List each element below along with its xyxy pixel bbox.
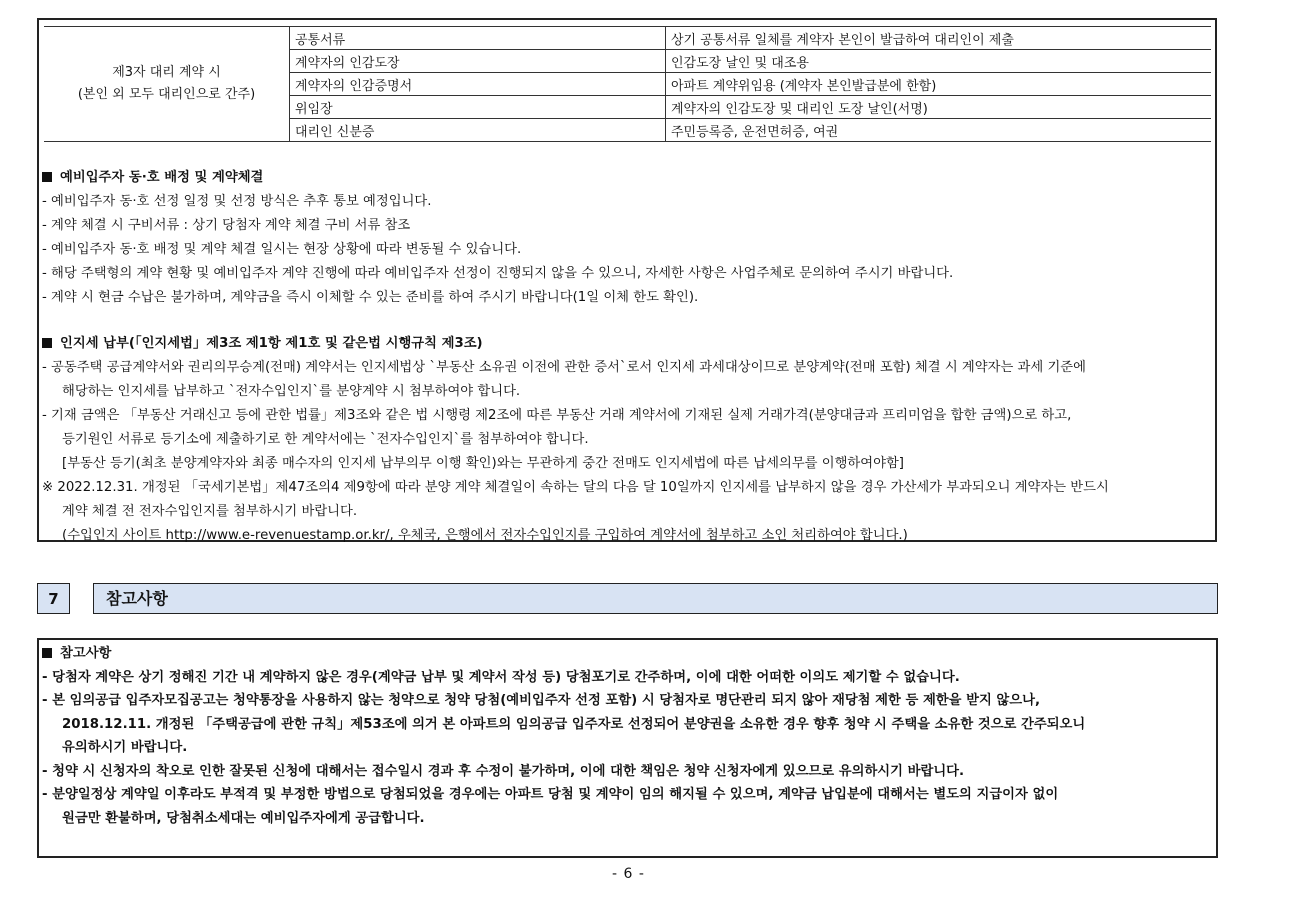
document-name: 대리인 신분증 xyxy=(290,119,666,142)
list-item: 해당하는 인지세를 납부하고 `전자수입인지`를 분양계약 시 첨부하여야 합니다. xyxy=(62,384,521,399)
square-bullet-icon xyxy=(42,338,52,348)
document-note: 인감도장 날인 및 대조용 xyxy=(666,50,1212,73)
proxy-and-stamp-box xyxy=(37,18,1217,542)
section-number: 7 xyxy=(37,583,70,614)
list-item: (수입인지 사이트 http://www.e-revenuestamp.or.kr/, 우체국, 은행에서 전자수입인지를 구입하여 계약서에 첨부하고 소인 처리하여야 합니다.) xyxy=(62,528,908,543)
list-item: - 예비입주자 동·호 배정 및 계약 체결 일시는 현장 상황에 따라 변동될 수 있습니다. xyxy=(42,242,522,257)
document-name: 공통서류 xyxy=(290,27,666,50)
reserve-heading: 예비입주자 동·호 배정 및 계약체결 xyxy=(42,166,953,190)
section-title: 참고사항 xyxy=(93,583,1218,614)
list-item: - 당첨자 계약은 상기 정해진 기간 내 계약하지 않은 경우(계약금 납부 및 계약서 작성 등) 당첨포기로 간주하며, 이에 대한 어떠한 이의도 제기할 수 없습니다. xyxy=(42,669,960,685)
list-item: ※ 2022.12.31. 개정된 「국세기본법」제47조의4 제9항에 따라 분양 계약 체결일이 속하는 달의 다음 달 10일까지 인지세를 납부하지 않을 경우 가산세가 부과되오니 계약자는 반드시 xyxy=(42,480,1109,495)
list-item: [부동산 등기(최초 분양계약자와 최종 매수자의 인지세 납부의무 이행 확인)와는 무관하게 중간 전매도 인지세법에 따른 납세의무를 이행하여야함] xyxy=(62,456,904,471)
list-item: 2018.12.11. 개정된 「주택공급에 관한 규칙」제53조에 의거 본 아파트의 임의공급 입주자로 선정되어 분양권을 소유한 경우 향후 청약 시 주택을 소유한 것으로 간주되오니 xyxy=(62,716,1086,732)
stamp-duty-section xyxy=(42,332,1109,548)
list-item: - 청약 시 신청자의 착오로 인한 잘못된 신청에 대해서는 접수일시 경과 후 수정이 불가하며, 이에 대한 책임은 청약 신청자에게 있으므로 유의하시기 바랍니다. xyxy=(42,763,965,779)
list-item: 원금만 환불하며, 당첨취소세대는 예비입주자에게 공급합니다. xyxy=(62,810,425,826)
document-note: 주민등록증, 운전면허증, 여권 xyxy=(666,119,1212,142)
notes-heading: 참고사항 xyxy=(42,642,1085,666)
notes-box xyxy=(37,638,1218,858)
proxy-category-line1: 제3자 대리 계약 시 xyxy=(112,65,221,80)
document-name: 계약자의 인감증명서 xyxy=(290,73,666,96)
list-item: 등기원인 서류로 등기소에 제출하기로 한 계약서에는 `전자수입인지`를 첨부하여야 합니다. xyxy=(62,432,589,447)
list-item: - 계약 시 현금 수납은 불가하며, 계약금을 즉시 이체할 수 있는 준비를 하여 주시기 바랍니다(1일 이체 한도 확인). xyxy=(42,290,699,305)
document-note: 아파트 계약위임용 (계약자 본인발급분에 한함) xyxy=(666,73,1212,96)
list-item: - 해당 주택형의 계약 현황 및 예비입주자 계약 진행에 따라 예비입주자 선정이 진행되지 않을 수 있으니, 자세한 사항은 사업주체로 문의하여 주시기 바랍니다. xyxy=(42,266,954,281)
document-note: 계약자의 인감도장 및 대리인 도장 날인(서명) xyxy=(666,96,1212,119)
reserve-section xyxy=(42,166,953,310)
list-item: - 분양일정상 계약일 이후라도 부적격 및 부정한 방법으로 당첨되었을 경우에는 아파트 당첨 및 계약이 임의 해지될 수 있으며, 계약금 납입분에 대해서는 별도의 지급이자 없이 xyxy=(42,787,1059,802)
table-row xyxy=(44,27,1211,50)
stamp-duty-heading: 인지세 납부(「인지세법」제3조 제1항 제1호 및 같은법 시행규칙 제3조) xyxy=(42,332,1109,356)
document-note: 상기 공통서류 일체를 계약자 본인이 발급하여 대리인이 제출 xyxy=(666,27,1212,50)
square-bullet-icon xyxy=(42,648,52,658)
document-name: 위임장 xyxy=(290,96,666,119)
proxy-category-cell xyxy=(44,27,290,142)
notes-section xyxy=(42,642,1085,830)
proxy-category-line2: (본인 외 모두 대리인으로 간주) xyxy=(77,87,256,102)
document-name: 계약자의 인감도장 xyxy=(290,50,666,73)
square-bullet-icon xyxy=(42,172,52,182)
section-header xyxy=(37,583,1218,615)
page-number: - 6 - xyxy=(612,866,645,882)
list-item: - 예비입주자 동·호 선정 일정 및 선정 방식은 추후 통보 예정입니다. xyxy=(42,194,432,209)
list-item: - 계약 체결 시 구비서류 : 상기 당첨자 계약 체결 구비 서류 참조 xyxy=(42,218,411,233)
list-item: - 기재 금액은 「부동산 거래신고 등에 관한 법률」제3조와 같은 법 시행령 제2조에 따른 부동산 거래 계약서에 기재된 실제 거래가격(분양대금과 프리미엄을 합한 금액)으로 하고, xyxy=(42,408,1072,423)
list-item: - 본 임의공급 입주자모집공고는 청약통장을 사용하지 않는 청약으로 청약 당첨(예비입주자 선정 포함) 시 당첨자로 명단관리 되지 않아 재당첨 제한 등 제한을 받지 않으나, xyxy=(42,693,1041,708)
list-item: 유의하시기 바랍니다. xyxy=(62,740,188,755)
list-item: - 공동주택 공급계약서와 권리의무승계(전매) 계약서는 인지세법상 `부동산 소유권 이전에 관한 증서`로서 인지세 과세대상이므로 분양계약(전매 포함) 체결 시 계약자는 과세 기준에 xyxy=(42,360,1086,375)
list-item: 계약 체결 전 전자수입인지를 첨부하시기 바랍니다. xyxy=(62,504,358,519)
proxy-documents-table xyxy=(44,26,1211,142)
